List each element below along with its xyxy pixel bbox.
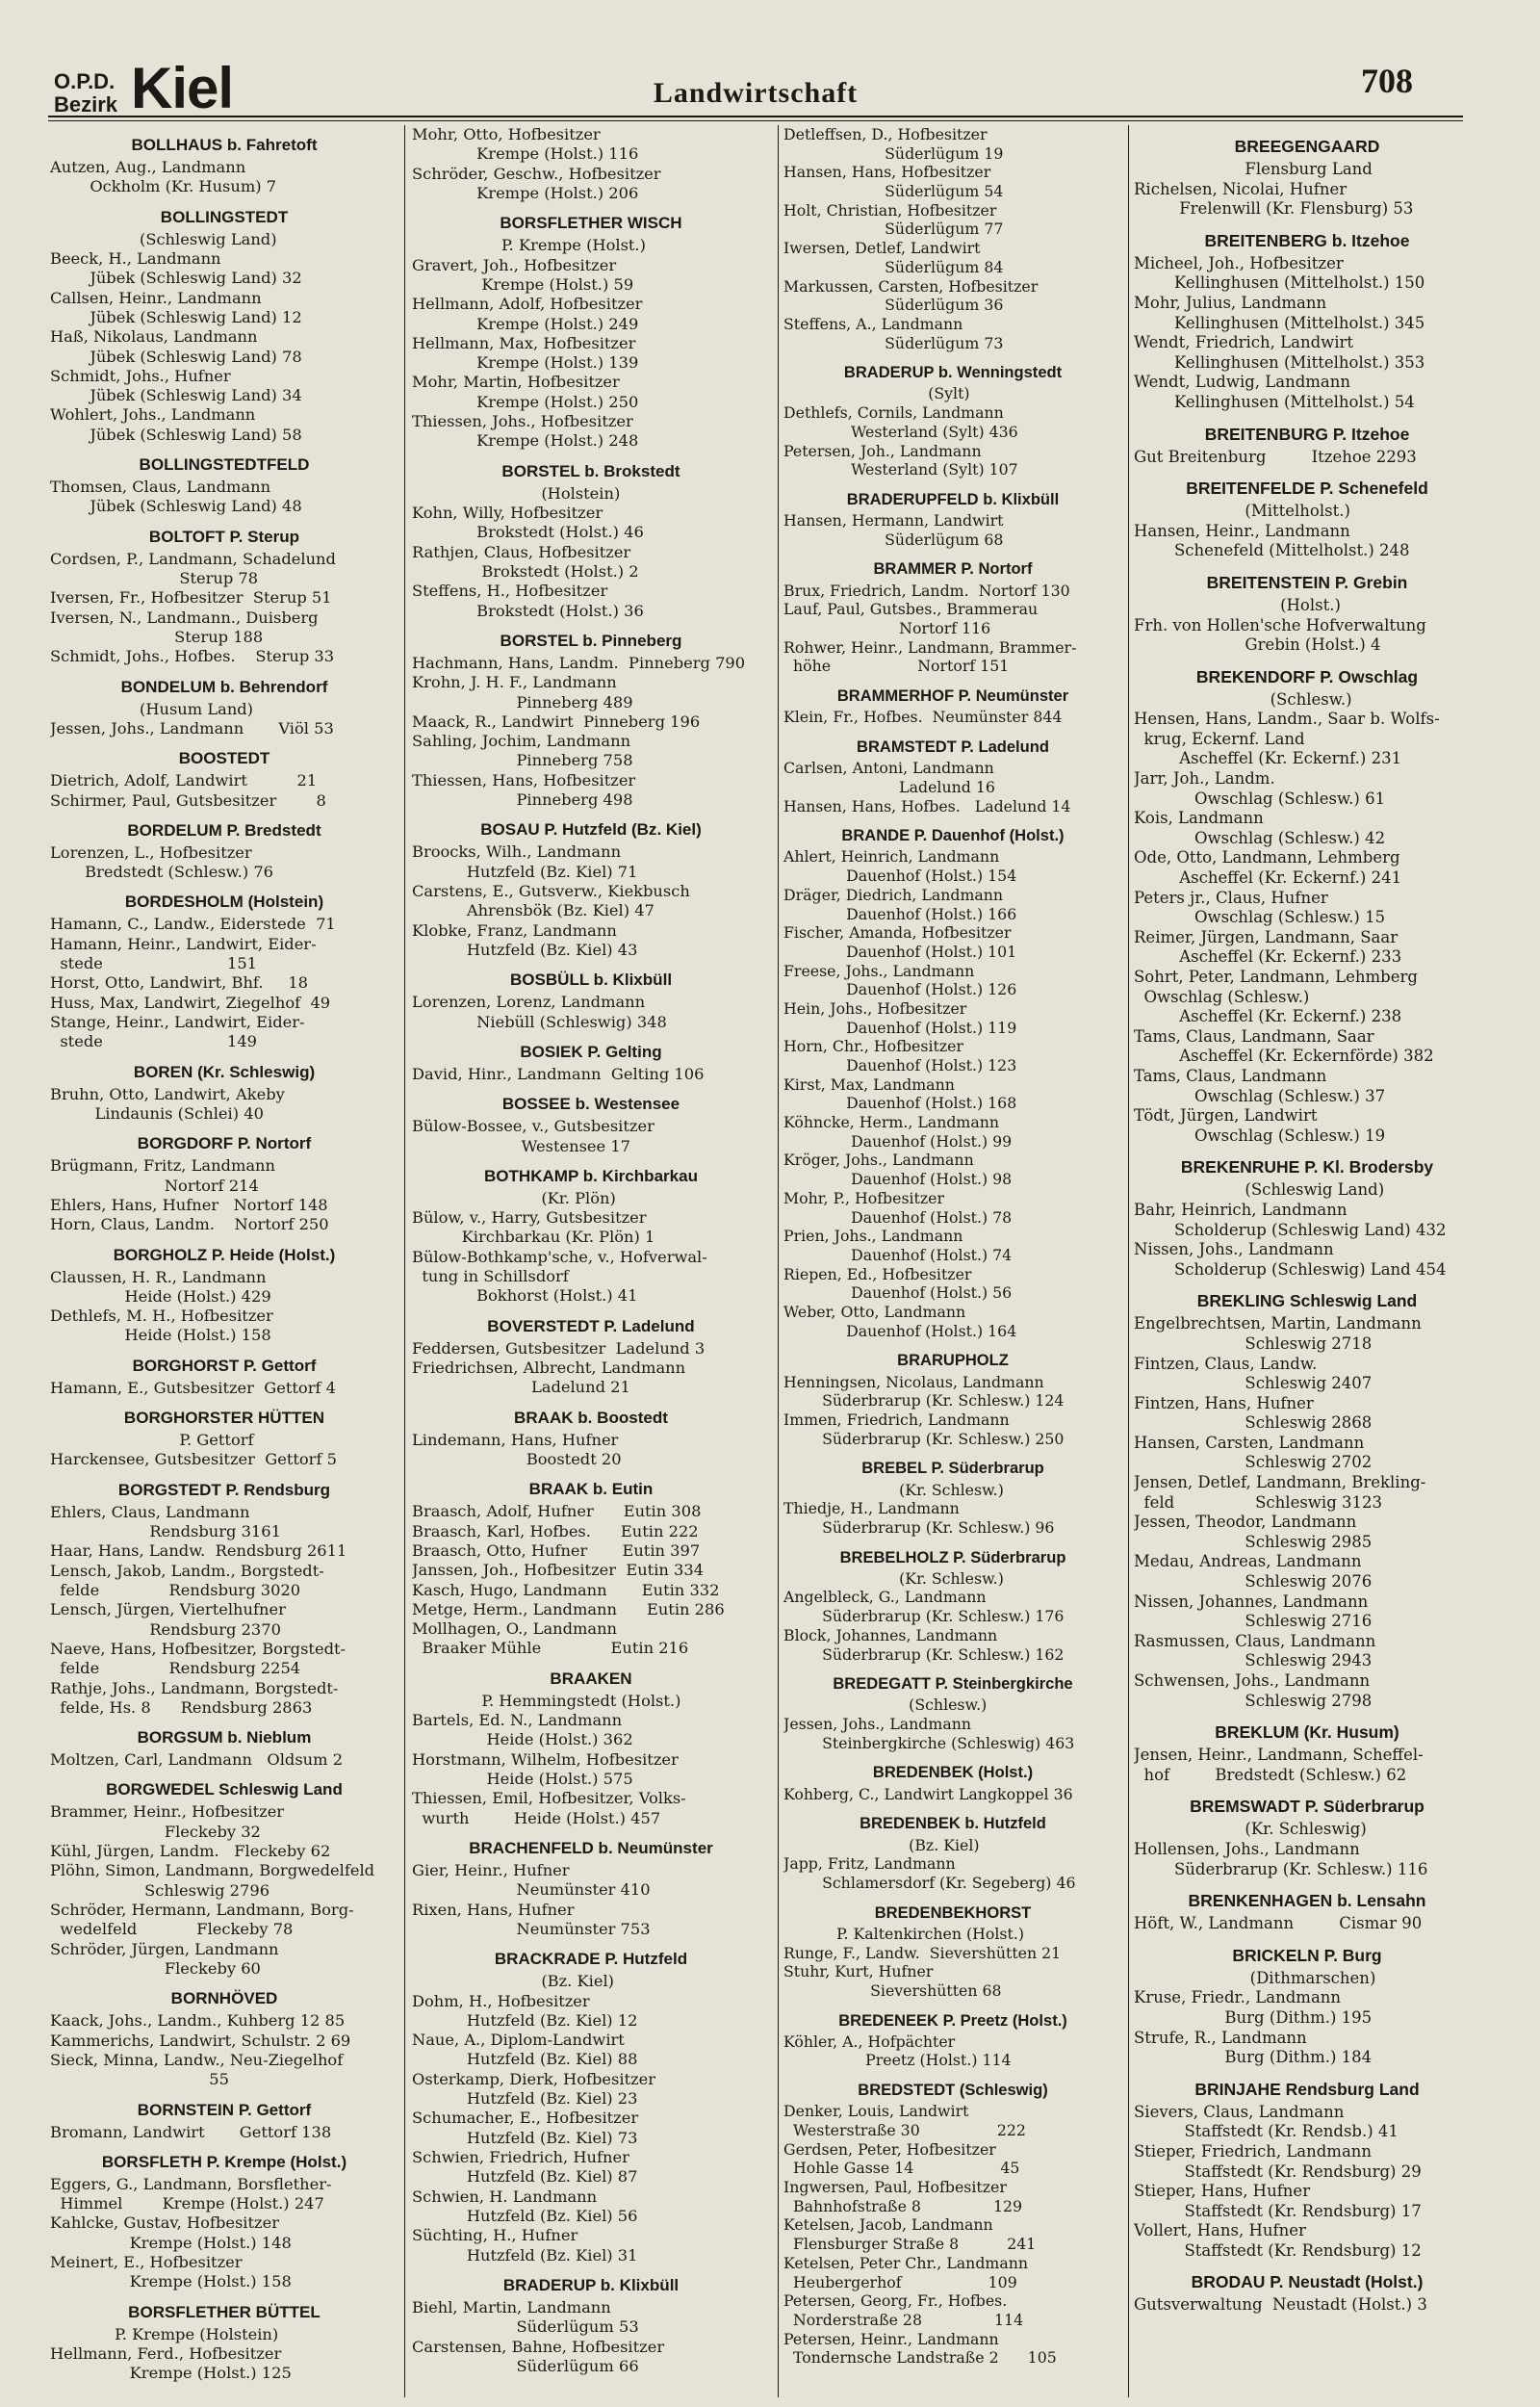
- locality-heading: BREBELHOLZ P. Süderbrarup: [839, 1547, 1066, 1566]
- directory-entry: Kahlcke, Gustav, Hofbesitzer Krempe (Holst.) 148: [50, 2213, 292, 2252]
- directory-entry: Steffens, A., Landmann Süderlügum 73: [783, 314, 1004, 352]
- directory-entry: Callsen, Heinr., Landmann Jübek (Schleswig Land) 12: [50, 288, 302, 326]
- directory-entry: Gut Breitenburg Itzehoe 2293: [1134, 447, 1417, 466]
- locality-heading: BOSIEK P. Gelting: [520, 1042, 662, 1061]
- directory-entry: (Schlesw.): [783, 1695, 988, 1715]
- directory-entry: Gravert, Joh., Hofbesitzer Krempe (Holst.) 59: [412, 255, 634, 294]
- locality-heading: BORSTEL b. Pinneberg: [500, 631, 682, 650]
- directory-entry: Petersen, Heinr., Landmann Tondernsche Landstraße 2 105: [783, 2329, 1057, 2368]
- directory-entry: Flensburg Land: [1134, 160, 1373, 178]
- directory-entry: Tödt, Jürgen, Landwirt Owschlag (Schlesw.) 19: [1134, 1106, 1386, 1145]
- directory-entry: Höft, W., Landmann Cismar 90: [1134, 1914, 1423, 1933]
- directory-entry: Richelsen, Nicolai, Hufner Frelenwill (Kr. Flensburg) 53: [1134, 179, 1414, 219]
- directory-entry: Huss, Max, Landwirt, Ziegelhof 49: [50, 993, 331, 1012]
- directory-entry: Weber, Otto, Landmann Dauenhof (Holst.) 164: [783, 1302, 1017, 1340]
- locality-heading: BRADERUP b. Klixbüll: [502, 2275, 680, 2294]
- column-3: [783, 125, 1122, 2397]
- directory-entry: Lauf, Paul, Gutsbes., Brammerau Nortorf 116: [783, 600, 1039, 638]
- locality-heading: BRAMMERHOF P. Neumünster: [836, 686, 1069, 706]
- directory-entry: Mohr, Otto, Hofbesitzer Krempe (Holst.) 116: [412, 125, 639, 164]
- locality-heading: BORGHORST P. Gettorf: [132, 1356, 317, 1375]
- locality-heading: BRANDE P. Dauenhof (Holst.): [841, 826, 1065, 845]
- directory-entry: Braasch, Adolf, Hufner Eutin 308: [412, 1502, 702, 1521]
- directory-entry: Lensch, Jakob, Landm., Borgstedt- felde Rendsburg 3020: [50, 1561, 324, 1599]
- directory-entry: Brügmann, Fritz, Landmann Nortorf 214: [50, 1156, 275, 1195]
- directory-entry: Hollensen, Johs., Landmann Süderbrarup (Kr. Schlesw.) 116: [1134, 1839, 1428, 1878]
- directory-entry: Schröder, Hermann, Landmann, Borg- wedelfeld Fleckeby 78: [50, 1901, 354, 1939]
- directory-entry: Dethlefs, Cornils, Landmann Westerland (Sylt) 436: [783, 403, 1018, 441]
- directory-entry: (Dithmarschen): [1134, 1968, 1376, 1987]
- directory-entry: Hansen, Hermann, Landwirt Süderlügum 68: [783, 511, 1004, 549]
- directory-entry: Carstensen, Bahne, Hofbesitzer Süderlügum 66: [412, 2337, 665, 2375]
- directory-entry: Lorenzen, L., Hofbesitzer Bredstedt (Schlesw.) 76: [50, 842, 274, 882]
- locality-heading: BOREN (Kr. Schleswig): [133, 1062, 316, 1081]
- directory-entry: Hamann, E., Gutsbesitzer Gettorf 4: [50, 1378, 336, 1397]
- locality-heading: BREITENBURG P. Itzehoe: [1204, 424, 1410, 444]
- directory-entry: Dräger, Diedrich, Landmann Dauenhof (Holst.) 166: [783, 885, 1017, 923]
- directory-entry: (Bz. Kiel): [412, 1972, 614, 1991]
- directory-entry: (Bz. Kiel): [783, 1835, 980, 1854]
- directory-entry: Frh. von Hollen'sche Hofverwaltung Grebin (Holst.) 4: [1134, 615, 1426, 655]
- directory-entry: Hachmann, Hans, Landm. Pinneberg 790: [412, 653, 746, 672]
- locality-heading: BORNHÖVED: [170, 1989, 278, 2008]
- locality-heading: BOLLHAUS b. Fahretoft: [131, 136, 318, 154]
- directory-entry: Petersen, Georg, Fr., Hofbes. Norderstraße 28 114: [783, 2291, 1024, 2329]
- directory-entry: Meinert, E., Hofbesitzer Krempe (Holst.) 158: [50, 2253, 292, 2291]
- locality-heading: BOVERSTEDT P. Ladelund: [487, 1316, 695, 1335]
- directory-entry: Tams, Claus, Landmann, Saar Ascheffel (Kr. Eckernförde) 382: [1134, 1026, 1434, 1066]
- directory-entry: Thiessen, Emil, Hofbesitzer, Volks- wurth Heide (Holst.) 457: [412, 1789, 686, 1827]
- directory-entry: Thiessen, Johs., Hofbesitzer Krempe (Holst.) 248: [412, 412, 639, 451]
- locality-heading: BREDENBEK b. Hutzfeld: [860, 1814, 1046, 1833]
- directory-entry: Fintzen, Hans, Hufner Schleswig 2868: [1134, 1393, 1373, 1433]
- column-divider: [404, 125, 405, 2397]
- locality-heading: BREDENEEK P. Preetz (Holst.): [838, 2010, 1067, 2030]
- locality-heading: BORGHORSTER HÜTTEN: [123, 1409, 325, 1428]
- directory-entry: Angelbleck, G., Landmann Süderbrarup (Kr. Schlesw.) 176: [783, 1588, 1065, 1626]
- directory-entry: Ehlers, Claus, Landmann Rendsburg 3161: [50, 1502, 281, 1540]
- directory-entry: Schmidt, Johs., Hufner Jübek (Schleswig Land) 34: [50, 366, 302, 405]
- directory-entry: (Husum Land): [50, 699, 254, 718]
- locality-heading: BONDELUM b. Behrendorf: [120, 677, 328, 696]
- locality-heading: BRAMMER P. Nortorf: [873, 559, 1033, 579]
- directory-entry: Stieper, Hans, Hufner Staffstedt (Kr. Rendsburg) 17: [1134, 2182, 1422, 2220]
- directory-entry: Hellmann, Max, Hofbesitzer Krempe (Holst.) 139: [412, 333, 639, 373]
- directory-entry: Freese, Johs., Landmann Dauenhof (Holst.) 126: [783, 961, 1017, 999]
- directory-entry: Jessen, Johs., Landmann Steinbergkirche (Schleswig) 463: [783, 1715, 1075, 1752]
- directory-entry: Stieper, Friedrich, Landmann Staffstedt (Kr. Rendsburg) 29: [1134, 2141, 1422, 2181]
- directory-entry: Engelbrechtsen, Martin, Landmann Schleswig 2718: [1134, 1314, 1422, 1353]
- directory-entry: David, Hinr., Landmann Gelting 106: [412, 1064, 705, 1083]
- directory-entry: Medau, Andreas, Landmann Schleswig 2076: [1134, 1552, 1373, 1592]
- directory-entry: Fischer, Amanda, Hofbesitzer Dauenhof (Holst.) 101: [783, 923, 1017, 961]
- locality-heading: BORNSTEIN P. Gettorf: [137, 2100, 312, 2119]
- directory-entry: Hansen, Hans, Hofbesitzer Süderlügum 54: [783, 163, 1004, 201]
- directory-entry: Immen, Friedrich, Landmann Süderbrarup (Kr. Schlesw.) 250: [783, 1410, 1065, 1448]
- directory-entry: Denker, Louis, Landwirt Westerstraße 30 222: [783, 2102, 1026, 2140]
- directory-entry: Schirmer, Paul, Gutsbesitzer 8: [50, 790, 326, 810]
- locality-heading: BRADERUPFELD b. Klixbüll: [846, 489, 1060, 508]
- directory-entry: Hansen, Carsten, Landmann Schleswig 2702: [1134, 1433, 1373, 1472]
- directory-entry: Bülow-Bossee, v., Gutsbesitzer Westensee 17: [412, 1117, 654, 1155]
- locality-heading: BRAAKEN: [550, 1669, 632, 1688]
- locality-heading: BREITENSTEIN P. Grebin: [1206, 572, 1408, 592]
- directory-entry: Wohlert, Johs., Landmann Jübek (Schleswig Land) 58: [50, 405, 302, 444]
- directory-entry: Iwersen, Detlef, Landwirt Süderlügum 84: [783, 239, 1004, 276]
- directory-entry: Plöhn, Simon, Landmann, Borgwedelfeld Schleswig 2796: [50, 1861, 375, 1900]
- directory-entry: Ode, Otto, Landmann, Lehmberg Ascheffel (Kr. Eckernf.) 241: [1134, 848, 1402, 888]
- header-rule: [48, 116, 1463, 121]
- locality-heading: BREDSTEDT (Schleswig): [858, 2081, 1048, 2100]
- column-divider: [1128, 125, 1129, 2397]
- locality-heading: BOLLINGSTEDT: [160, 207, 289, 226]
- locality-heading: BREKENRUHE P. Kl. Brodersby: [1180, 1157, 1434, 1178]
- directory-entry: Stuhr, Kurt, Hufner Sievershütten 68: [783, 1962, 1002, 2000]
- directory-entry: Hamann, Heinr., Landwirt, Eider- stede 151: [50, 934, 317, 973]
- directory-entry: Block, Johannes, Landmann Süderbrarup (Kr. Schlesw.) 162: [783, 1625, 1065, 1664]
- locality-heading: BRENKENHAGEN b. Lensahn: [1188, 1891, 1426, 1911]
- directory-entry: Mohr, Julius, Landmann Kellinghusen (Mittelholst.) 345: [1134, 293, 1425, 332]
- locality-heading: BRINJAHE Rendsburg Land: [1194, 2079, 1420, 2099]
- directory-entry: Sievers, Claus, Landmann Staffstedt (Kr. Rendsb.) 41: [1134, 2102, 1399, 2141]
- directory-entry: Beeck, H., Landmann Jübek (Schleswig Land) 32: [50, 248, 302, 288]
- directory-entry: Horstmann, Wilhelm, Hofbesitzer Heide (Holst.) 575: [412, 1749, 679, 1788]
- directory-entry: Broocks, Wilh., Landmann Hutzfeld (Bz. Kiel) 71: [412, 842, 638, 881]
- directory-entry: Nissen, Johannes, Landmann Schleswig 2716: [1134, 1592, 1373, 1631]
- locality-heading: BORDELUM P. Bredstedt: [127, 820, 321, 840]
- directory-entry: Osterkamp, Dierk, Hofbesitzer Hutzfeld (Bz. Kiel) 23: [412, 2069, 656, 2109]
- directory-entry: (Kr. Schleswig): [1134, 1820, 1367, 1839]
- directory-entry: Kasch, Hugo, Landmann Eutin 332: [412, 1580, 720, 1599]
- locality-heading: BORGDORF P. Nortorf: [137, 1134, 312, 1153]
- directory-entry: Kröger, Johs., Landmann Dauenhof (Holst.) 98: [783, 1151, 1013, 1189]
- directory-entry: Kois, Landmann Owschlag (Schlesw.) 42: [1134, 809, 1386, 847]
- directory-entry: Japp, Fritz, Landmann Schlamersdorf (Kr. Segeberg) 46: [783, 1854, 1076, 1892]
- locality-heading: BRAAK b. Eutin: [528, 1480, 654, 1499]
- directory-entry: Hellmann, Adolf, Hofbesitzer Krempe (Holst.) 249: [412, 295, 643, 333]
- locality-heading: BORSFLETHER WISCH: [500, 214, 682, 233]
- directory-entry: Brux, Friedrich, Landm. Nortorf 130: [783, 581, 1070, 600]
- column-1: [50, 125, 398, 2397]
- directory-entry: Janssen, Joh., Hofbesitzer Eutin 334: [412, 1561, 705, 1580]
- directory-entry: Jensen, Heinr., Landmann, Scheffel- hof Bredstedt (Schlesw.) 62: [1134, 1746, 1424, 1784]
- directory-entry: Naeve, Hans, Hofbesitzer, Borgstedt- felde Rendsburg 2254: [50, 1639, 346, 1678]
- directory-entry: Schumacher, E., Hofbesitzer Hutzfeld (Bz. Kiel) 73: [412, 2109, 639, 2147]
- locality-heading: BOOSTEDT: [178, 749, 270, 768]
- locality-heading: BREEGENGAARD: [1234, 137, 1380, 156]
- directory-entry: Schwien, H. Landmann Hutzfeld (Bz. Kiel) 56: [412, 2187, 638, 2225]
- locality-heading: BOLTOFT P. Sterup: [148, 527, 300, 546]
- directory-entry: Hansen, Hans, Hofbes. Ladelund 14: [783, 796, 1071, 815]
- directory-entry: Rixen, Hans, Hufner Neumünster 753: [412, 1900, 651, 1938]
- directory-entry: Gutsverwaltung Neustadt (Holst.) 3: [1134, 2295, 1427, 2315]
- directory-entry: (Holst.): [1134, 595, 1341, 614]
- directory-entry: Hein, Johs., Hofbesitzer Dauenhof (Holst.) 119: [783, 998, 1017, 1037]
- directory-entry: Schröder, Jürgen, Landmann Fleckeby 60: [50, 1939, 279, 1978]
- directory-entry: Thomsen, Claus, Landmann Jübek (Schleswig Land) 48: [50, 478, 302, 516]
- directory-entry: Bartels, Ed. N., Landmann Heide (Holst.) 362: [412, 1711, 633, 1749]
- directory-entry: Ketelsen, Peter Chr., Landmann Heubergerhof 109: [783, 2253, 1029, 2291]
- page-header: [48, 50, 1463, 120]
- directory-entry: Lorenzen, Lorenz, Landmann Niebüll (Schleswig) 348: [412, 993, 667, 1031]
- directory-entry: (Kr. Schlesw.): [783, 1568, 1004, 1588]
- directory-entry: Sahling, Jochim, Landmann Pinneberg 758: [412, 732, 633, 770]
- directory-entry: Bromann, Landwirt Gettorf 138: [50, 2122, 332, 2141]
- directory-entry: Rathje, Johs., Landmann, Borgstedt- felde, Hs. 8 Rendsburg 2863: [50, 1678, 339, 1717]
- locality-heading: BREDENBEK (Holst.): [872, 1763, 1034, 1782]
- directory-entry: Horn, Chr., Hofbesitzer Dauenhof (Holst.) 123: [783, 1037, 1017, 1075]
- directory-entry: P. Krempe (Holst.): [412, 236, 646, 255]
- locality-heading: BRODAU P. Neustadt (Holst.): [1191, 2272, 1424, 2292]
- directory-entry: Kirst, Max, Landmann Dauenhof (Holst.) 168: [783, 1074, 1017, 1113]
- directory-entry: Hensen, Hans, Landm., Saar b. Wolfs- krug, Eckernf. Land Ascheffel (Kr. Eckernf.) 231: [1134, 710, 1440, 768]
- directory-entry: Ahlert, Heinrich, Landmann Dauenhof (Holst.) 154: [783, 847, 1017, 886]
- directory-entry: Kohberg, C., Landwirt Langkoppel 36: [783, 1784, 1073, 1803]
- directory-entry: Biehl, Martin, Landmann Süderlügum 53: [412, 2297, 639, 2337]
- directory-entry: Strufe, R., Landmann Burg (Dithm.) 184: [1134, 2028, 1373, 2067]
- bezirk-label: Bezirk: [54, 92, 118, 116]
- directory-entry: Gerdsen, Peter, Hofbesitzer Hohle Gasse 14 45: [783, 2139, 1020, 2178]
- directory-entry: Vollert, Hans, Hufner Staffstedt (Kr. Rendsburg) 12: [1134, 2221, 1422, 2260]
- directory-entry: Rasmussen, Claus, Landmann Schleswig 2943: [1134, 1631, 1376, 1670]
- directory-entry: (Schleswig Land): [50, 229, 277, 248]
- locality-heading: BORDESHOLM (Holstein): [124, 893, 324, 912]
- directory-entry: Kühl, Jürgen, Landm. Fleckeby 62: [50, 1842, 331, 1861]
- locality-heading: BREKLUM (Kr. Husum): [1215, 1722, 1399, 1743]
- directory-entry: Schmidt, Johs., Hofbes. Sterup 33: [50, 647, 335, 666]
- directory-entry: Detleffsen, D., Hofbesitzer Süderlügum 19: [783, 125, 1004, 163]
- locality-heading: BREITENFELDE P. Schenefeld: [1186, 479, 1428, 499]
- directory-entry: Gier, Heinr., Hufner Neumünster 410: [412, 1860, 651, 1900]
- locality-heading: BOSAU P. Hutzfeld (Bz. Kiel): [480, 820, 702, 840]
- directory-entry: (Schlesw.): [1134, 689, 1352, 709]
- directory-entry: Süchting, H., Hufner Hutzfeld (Bz. Kiel) 31: [412, 2226, 638, 2265]
- locality-heading: BORGHOLZ P. Heide (Holst.): [113, 1245, 336, 1264]
- directory-entry: Markussen, Carsten, Hofbesitzer Süderlügum 36: [783, 276, 1039, 315]
- directory-entry: Mohr, P., Hofbesitzer Dauenhof (Holst.) 78: [783, 1188, 1013, 1227]
- directory-entry: Wendt, Friedrich, Landwirt Kellinghusen (Mittelholst.) 353: [1134, 333, 1425, 372]
- directory-entry: Jessen, Theodor, Landmann Schleswig 2985: [1134, 1513, 1373, 1551]
- locality-heading: BORSTEL b. Brokstedt: [501, 461, 680, 480]
- directory-entry: Jessen, Johs., Landmann Viöl 53: [50, 718, 334, 738]
- directory-entry: Steffens, H., Hofbesitzer Brokstedt (Holst.) 36: [412, 582, 644, 620]
- directory-entry: Rohwer, Heinr., Landmann, Brammer- höhe Nortorf 151: [783, 637, 1077, 676]
- locality-heading: BRACHENFELD b. Neumünster: [469, 1838, 713, 1857]
- locality-heading: BOSSEE b. Westensee: [501, 1095, 680, 1114]
- directory-entry: Runge, F., Landw. Sievershütten 21: [783, 1943, 1062, 1962]
- directory-entry: Metge, Herm., Landmann Eutin 286: [412, 1599, 725, 1618]
- locality-heading: BORGWEDEL Schleswig Land: [106, 1780, 343, 1799]
- directory-entry: Tams, Claus, Landmann Owschlag (Schlesw.) 37: [1134, 1066, 1386, 1105]
- column-4: [1134, 125, 1480, 2397]
- directory-entry: Cordsen, P., Landmann, Schadelund Sterup 78: [50, 549, 336, 587]
- directory-entry: Sohrt, Peter, Landmann, Lehmberg Owschlag (Schlesw.) Ascheffel (Kr. Eckernf.) 238: [1134, 968, 1418, 1026]
- directory-entry: Jarr, Joh., Landm. Owschlag (Schlesw.) 61: [1134, 769, 1386, 808]
- directory-entry: Maack, R., Landwirt Pinneberg 196: [412, 712, 701, 731]
- locality-heading: BRICKELN P. Burg: [1232, 1945, 1382, 1965]
- directory-entry: Schwien, Friedrich, Hufner Hutzfeld (Bz. Kiel) 87: [412, 2148, 638, 2187]
- locality-heading: BREDEGATT P. Steinbergkirche: [833, 1674, 1073, 1694]
- locality-heading: BREDENBEKHORST: [874, 1902, 1032, 1922]
- directory-entry: Braasch, Otto, Hufner Eutin 397: [412, 1540, 701, 1560]
- directory-entry: Köhler, A., Hofpächter Preetz (Holst.) 114: [783, 2032, 1012, 2070]
- directory-entry: (Mittelholst.): [1134, 502, 1350, 521]
- directory-entry: Horst, Otto, Landwirt, Bhf. 18: [50, 973, 309, 993]
- directory-entry: Köhncke, Herm., Landmann Dauenhof (Holst.) 99: [783, 1113, 1013, 1151]
- locality-heading: BORSFLETHER BÜTTEL: [128, 2302, 321, 2321]
- locality-heading: BREKENDORF P. Owschlag: [1195, 666, 1419, 686]
- directory-entry: Nissen, Johs., Landmann Scholderup (Schleswig) Land 454: [1134, 1240, 1447, 1279]
- directory-entry: Rathjen, Claus, Hofbesitzer Brokstedt (Holst.) 2: [412, 542, 639, 581]
- locality-heading: BORGSTEDT P. Rendsburg: [117, 1480, 331, 1499]
- directory-entry: P. Kaltenkirchen (Holst.): [783, 1924, 1024, 1943]
- directory-entry: P. Hemmingstedt (Holst.): [412, 1691, 681, 1710]
- directory-entry: Jensen, Detlef, Landmann, Brekling- feld Schleswig 3123: [1134, 1473, 1426, 1512]
- directory-entry: Hellmann, Ferd., Hofbesitzer Krempe (Holst.) 125: [50, 2344, 292, 2383]
- page-number: 708: [1361, 62, 1413, 100]
- directory-entry: Thiedje, H., Landmann Süderbrarup (Kr. Schlesw.) 96: [783, 1499, 1055, 1537]
- directory-entry: Riepen, Ed., Hofbesitzer Dauenhof (Holst.) 56: [783, 1264, 1013, 1303]
- directory-entry: Petersen, Joh., Landmann Westerland (Sylt) 107: [783, 441, 1018, 479]
- directory-entry: Haar, Hans, Landw. Rendsburg 2611: [50, 1541, 347, 1561]
- column-divider: [778, 125, 779, 2397]
- locality-heading: BORGSUM b. Nieblum: [137, 1728, 312, 1747]
- directory-entry: Bülow-Bothkamp'sche, v., Hofverwal- tung in Schillsdorf Bokhorst (Holst.) 41: [412, 1247, 707, 1306]
- directory-entry: Feddersen, Gutsbesitzer Ladelund 3: [412, 1338, 706, 1358]
- directory-entry: Hansen, Heinr., Landmann Schenefeld (Mittelholst.) 248: [1134, 521, 1410, 560]
- directory-entry: Kohn, Willy, Hofbesitzer Brokstedt (Holst.) 46: [412, 504, 644, 542]
- directory-entry: Naue, A., Diplom-Landwirt Hutzfeld (Bz. Kiel) 88: [412, 2031, 638, 2069]
- directory-entry: Horn, Claus, Landm. Nortorf 250: [50, 1215, 329, 1234]
- directory-entry: Lindemann, Hans, Hufner Boostedt 20: [412, 1430, 622, 1468]
- district-name: Kiel: [131, 56, 234, 120]
- locality-heading: BREBEL P. Süderbrarup: [861, 1459, 1044, 1478]
- locality-heading: BOTHKAMP b. Kirchbarkau: [483, 1166, 699, 1185]
- directory-entry: Iversen, N., Landmann., Duisberg Sterup 188: [50, 608, 319, 646]
- locality-heading: BRAAK b. Boostedt: [514, 1408, 668, 1427]
- directory-entry: Haß, Nikolaus, Landmann Jübek (Schleswig Land) 78: [50, 327, 302, 366]
- directory-entry: Ehlers, Hans, Hufner Nortorf 148: [50, 1195, 328, 1214]
- directory-entry: Lensch, Jürgen, Viertelhufner Rendsburg 2370: [50, 1600, 286, 1639]
- directory-entry: Mohr, Martin, Hofbesitzer Krempe (Holst.) 250: [412, 373, 639, 411]
- directory-entry: Dethlefs, M. H., Hofbesitzer Heide (Holst.) 158: [50, 1307, 273, 1345]
- directory-entry: Braasch, Karl, Hofbes. Eutin 222: [412, 1521, 699, 1540]
- directory-entry: (Holstein): [412, 483, 621, 503]
- directory-entry: Schwensen, Johs., Landmann Schleswig 2798: [1134, 1671, 1373, 1710]
- directory-entry: Peters jr., Claus, Hufner Owschlag (Schlesw.) 15: [1134, 888, 1386, 927]
- directory-entry: Micheel, Joh., Hofbesitzer Kellinghusen (Mittelholst.) 150: [1134, 253, 1425, 293]
- directory-entry: Henningsen, Nicolaus, Landmann Süderbrarup (Kr. Schlesw.) 124: [783, 1372, 1065, 1411]
- directory-entry: (Schleswig Land): [1134, 1180, 1385, 1200]
- directory-entry: Bruhn, Otto, Landwirt, Akeby Lindaunis (Schlei) 40: [50, 1084, 285, 1123]
- directory-entry: Kaack, Johs., Landm., Kuhberg 12 85: [50, 2011, 346, 2031]
- directory-entry: (Kr. Schlesw.): [783, 1480, 1004, 1499]
- directory-entry: Kruse, Friedr., Landmann Burg (Dithm.) 195: [1134, 1988, 1373, 2027]
- directory-entry: Reimer, Jürgen, Landmann, Saar Ascheffel (Kr. Eckernf.) 233: [1134, 927, 1402, 967]
- locality-heading: BOSBÜLL b. Klixbüll: [509, 971, 673, 990]
- directory-entry: Fintzen, Claus, Landw. Schleswig 2407: [1134, 1354, 1373, 1393]
- directory-entry: Schröder, Geschw., Hofbesitzer Krempe (Holst.) 206: [412, 164, 661, 202]
- directory-entry: Moltzen, Carl, Landmann Oldsum 2: [50, 1750, 344, 1770]
- directory-entry: Klobke, Franz, Landmann Hutzfeld (Bz. Kiel) 43: [412, 920, 638, 959]
- opd-label: O.P.D.: [54, 69, 116, 93]
- directory-entry: Klein, Fr., Hofbes. Neumünster 844: [783, 708, 1063, 727]
- locality-heading: BORSFLETH P. Krempe (Holst.): [101, 2152, 347, 2171]
- locality-heading: BRADERUP b. Wenningstedt: [843, 363, 1063, 382]
- directory-entry: Friedrichsen, Albrecht, Landmann Ladelund 21: [412, 1359, 686, 1397]
- directory-entry: Mollhagen, O., Landmann Braaker Mühle Eutin 216: [412, 1619, 689, 1658]
- directory-entry: Holt, Christian, Hofbesitzer Süderlügum 77: [783, 200, 1004, 239]
- locality-heading: BOLLINGSTEDTFELD: [139, 455, 310, 475]
- directory-entry: (Sylt): [783, 384, 970, 403]
- directory-entry: Krohn, J. H. F., Landmann Pinneberg 489: [412, 673, 633, 712]
- directory-entry: Dietrich, Adolf, Landwirt 21: [50, 771, 318, 790]
- directory-entry: Harckensee, Gutsbesitzer Gettorf 5: [50, 1450, 337, 1469]
- directory-entry: Stange, Heinr., Landwirt, Eider- stede 149: [50, 1013, 305, 1051]
- directory-entry: P. Krempe (Holstein): [50, 2324, 279, 2343]
- locality-heading: BRARUPHOLZ: [897, 1351, 1009, 1370]
- locality-heading: BRAMSTEDT P. Ladelund: [857, 738, 1049, 756]
- directory-entry: Carlsen, Antoni, Landmann Ladelund 16: [783, 759, 995, 796]
- locality-heading: BREITENBERG b. Itzehoe: [1204, 230, 1410, 250]
- directory-entry: Ingwersen, Paul, Hofbesitzer Bahnhofstraße 8 129: [783, 2178, 1023, 2215]
- directory-entry: Brammer, Heinr., Hofbesitzer Fleckeby 32: [50, 1802, 285, 1841]
- directory-entry: Autzen, Aug., Landmann Ockholm (Kr. Husum) 7: [50, 158, 277, 196]
- directory-entry: Hamann, C., Landw., Eiderstede 71: [50, 915, 336, 934]
- directory-entry: Bülow, v., Harry, Gutsbesitzer Kirchbarkau (Kr. Plön) 1: [412, 1208, 655, 1247]
- directory-entry: Sieck, Minna, Landw., Neu-Ziegelhof 55: [50, 2050, 344, 2089]
- directory-entry: (Kr. Plön): [412, 1188, 616, 1207]
- directory-entry: Claussen, H. R., Landmann Heide (Holst.) 429: [50, 1267, 271, 1306]
- locality-heading: BREKLING Schleswig Land: [1196, 1291, 1418, 1311]
- directory-entry: P. Gettorf: [50, 1431, 254, 1450]
- directory-entry: Eggers, G., Landmann, Borsflether- Himmel Krempe (Holst.) 247: [50, 2174, 332, 2213]
- directory-entry: Thiessen, Hans, Hofbesitzer Pinneberg 498: [412, 770, 636, 810]
- directory-entry: Wendt, Ludwig, Landmann Kellinghusen (Mittelholst.) 54: [1134, 373, 1415, 411]
- column-2: [412, 125, 770, 2397]
- directory-entry: Ketelsen, Jacob, Landmann Flensburger Straße 8 241: [783, 2215, 1037, 2254]
- directory-entry: Kammerichs, Landwirt, Schulstr. 2 69: [50, 2031, 351, 2050]
- section-title: Landwirtschaft: [653, 77, 859, 109]
- locality-heading: BREMSWADT P. Süderbrarup: [1190, 1797, 1424, 1817]
- locality-heading: BRACKRADE P. Hutzfeld: [494, 1950, 688, 1969]
- directory-entry: Bahr, Heinrich, Landmann Scholderup (Schleswig Land) 432: [1134, 1200, 1447, 1239]
- directory-entry: Carstens, E., Gutsverw., Kiekbusch Ahrensbök (Bz. Kiel) 47: [412, 882, 690, 920]
- directory-entry: Iversen, Fr., Hofbesitzer Sterup 51: [50, 588, 332, 608]
- directory-entry: Dohm, H., Hofbesitzer Hutzfeld (Bz. Kiel) 12: [412, 1991, 638, 2030]
- directory-entry: Prien, Johs., Landmann Dauenhof (Holst.) 74: [783, 1227, 1013, 1264]
